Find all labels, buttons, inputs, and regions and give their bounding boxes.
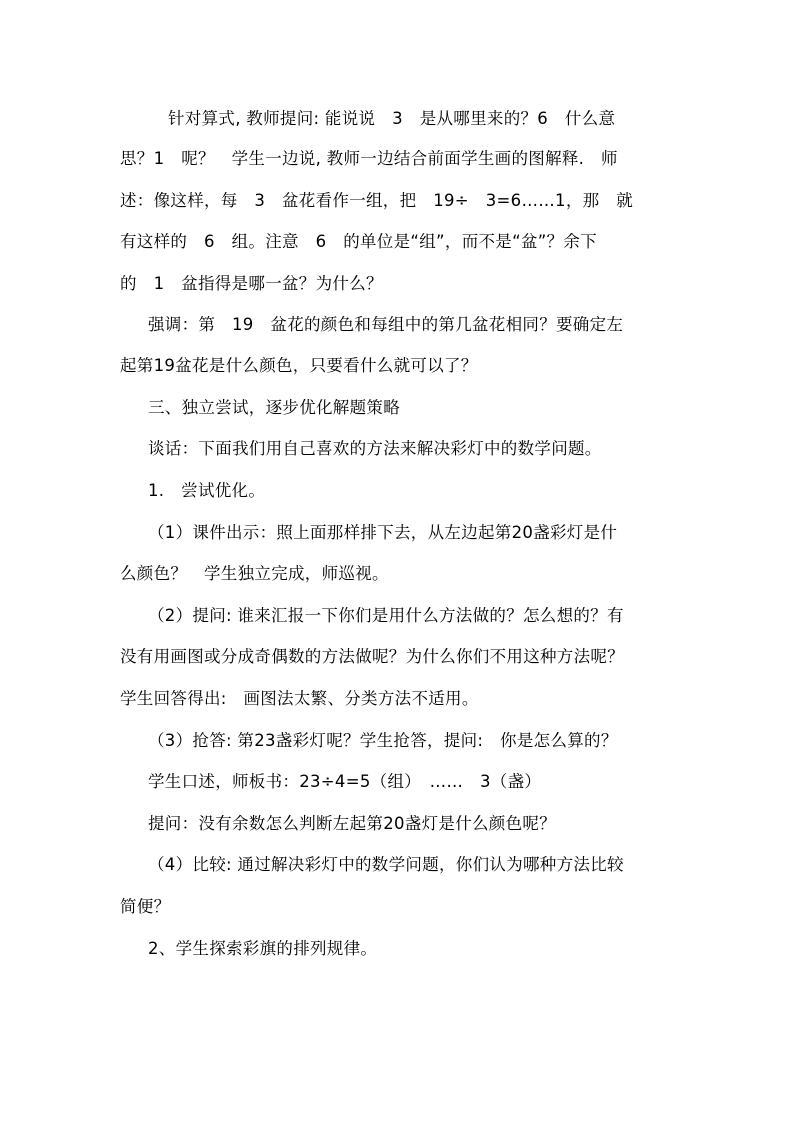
paragraph-line: 学生口述，师板书：23÷4=5（组） …… 3（盏） [148,772,542,791]
paragraph-line: 针对算式, 教师提问: 能说说 3 是从哪里来的？6 什么意 [168,109,616,128]
paragraph-line: 简便？ [120,897,171,916]
paragraph-line: （1）课件出示：照上面那样排下去，从左边起第20盏彩灯是什 [148,523,618,542]
section-heading: 三、独立尝试，逐步优化解题策略 [148,398,400,417]
paragraph-line: 2、学生探索彩旗的排列规律。 [148,939,378,958]
paragraph-line: 么颜色？ 学生独立完成，师巡视。 [120,564,389,583]
paragraph-line: 思？1 呢？ 学生一边说, 教师一边结合前面学生画的图解释. 师 [120,149,618,168]
paragraph-line: 述：像这样，每 3 盆花看作一组，把 19÷ 3=6……1，那 就 [120,191,634,210]
paragraph-line: 没有用画图或分成奇偶数的方法做呢？为什么你们不用这种方法呢？ [120,647,624,666]
paragraph-line: 的 1 盆指得是哪一盆？为什么？ [120,274,383,293]
paragraph-line: 1. 尝试优化。 [148,481,266,500]
paragraph-line: 学生回答得出: 画图法太繁、分类方法不适用。 [120,689,479,708]
paragraph-line: （3）抢答: 第23盏彩灯呢？学生抢答，提问: 你是怎么算的？ [148,731,618,750]
paragraph-line: （2）提问: 谁来汇报一下你们是用什么方法做的？怎么想的？有 [148,606,624,625]
paragraph-line: 起第19盆花是什么颜色，只要看什么就可以了？ [120,356,478,375]
paragraph-line: 有这样的 6 组。注意 6 的单位是“组”，而不是“盆”？余下 [120,232,597,251]
paragraph-line: 强调：第 19 盆花的颜色和每组中的第几盆花相同？要确定左 [148,315,624,334]
paragraph-line: （4）比较: 通过解决彩灯中的数学问题，你们认为哪种方法比较 [148,855,624,874]
paragraph-line: 谈话：下面我们用自己喜欢的方法来解决彩灯中的数学问题。 [148,439,602,458]
paragraph-line: 提问：没有余数怎么判断左起第20盏灯是什么颜色呢？ [148,814,556,833]
